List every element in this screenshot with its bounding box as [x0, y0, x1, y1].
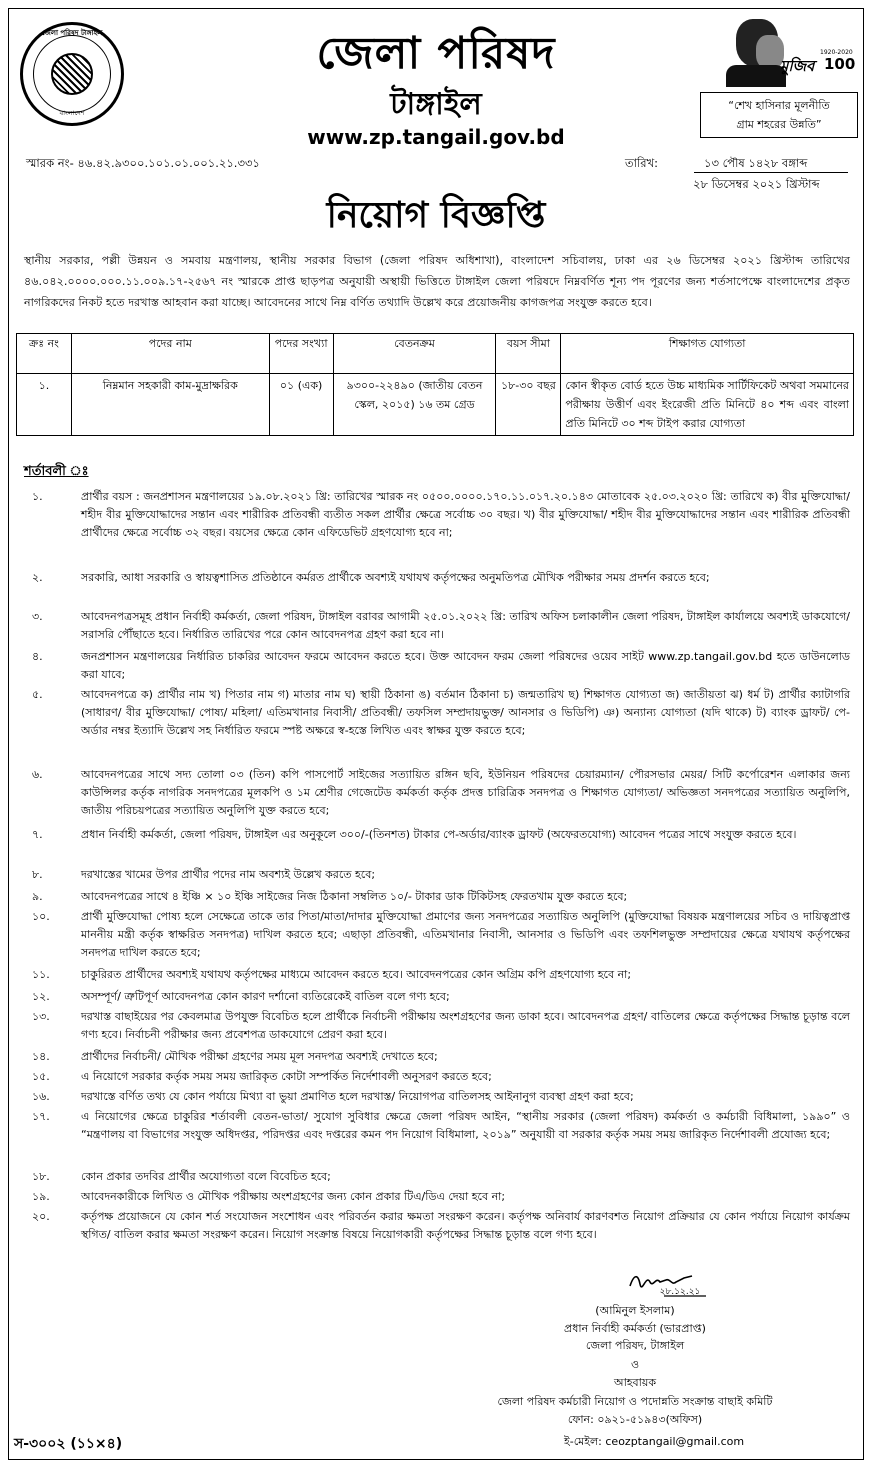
district-name: টাঙ্গাইল	[390, 87, 482, 122]
date-label: তারিখ:	[625, 156, 659, 170]
list-item: ১৪. প্রার্থীদের নির্বাচনী/ মৌখিক পরীক্ষা গ্রহণের সময় মূল সনদপত্র অবশ্যই দেখাতে হবে;	[32, 1050, 438, 1063]
mujib-years: 1920-2020	[820, 49, 853, 56]
date-divider	[694, 172, 848, 173]
slogan-line-1: “শেখ হাসিনার মূলনীতি	[728, 99, 830, 112]
list-item: ৭. প্রধান নির্বাহী কর্মকর্তা, জেলা পরিষদ, টাঙ্গাইল এর অনুকূলে ৩০০/-(তিনশত) টাকার পে-অর্ডার/ব্যাংক ড্রাফট (অফেরতযোগ্য) আবেদন পত্রের সাথে সংযুক্ত করতে হবে।	[32, 828, 797, 841]
website-link[interactable]: www.zp.tangail.gov.bd	[307, 125, 565, 149]
table-header-row	[17, 334, 854, 374]
list-item: ৬. আবেদনপত্রের সাথে সদ্য তোলা ০৩ (তিন) কপি পাসপোর্ট সাইজের সত্যায়িত রঙ্গিন ছবি, ইউনিয়ন পরিষদের চেয়ারম্যান/ পৌরসভার মেয়র/ সিটি কর্পোরেশন এলাকার জন্য কাউন্সিলর কর্তৃক নাগরিক সনদপত্রের মূলকপি ও ১ম শ্রেণীর গেজেটেড কর্মকর্তা কর্তৃক প্রদত্ত চারিত্রিক সনদপত্র ও শিক্ষাগত যোগ্যতা/ অভিজ্ঞতা সনদপত্রের সত্যায়িত অনুলিপি, জাতীয় পরিচয়পত্রের সত্যায়িত অনুলিপি যুক্ত করতে হবে;	[32, 768, 850, 818]
list-item: ১. প্রার্থীর বয়স : জনপ্রশাসন মন্ত্রণালয়ের ১৯.০৮.২০২১ খ্রি: তারিখের স্মারক নং ০৫০০.০০০০.১৭০.১১.০১৭.২০.১৪৩ মোতাবেক ২৫.০৩.২০২০ খ্রি: তারিখে ক) বীর মুক্তিযোদ্ধা/ শহীদ বীর মুক্তিযোদ্ধাদের সন্তান এবং শারীরিক প্রতিবন্ধী ব্যতীত সকল প্রার্থীর ক্ষেত্রে সর্বোচ্চ ৩০ বছর। খ) বীর মুক্তিযোদ্ধা/ শহীদ বীর মুক্তিযোদ্ধাদের সন্তান এবং শারীরিক প্রতিবন্ধী প্রার্থীদের ক্ষেত্রে সর্বোচ্চ ৩২ বছর। বয়সের ক্ষেত্রে কোন এফিডেভিট গ্রহণযোগ্য হবে না;	[32, 490, 850, 540]
memo-ref-number: ৪৬.৪২.৯৩০০.১০১.০১.০০১.২১.৩৩১	[77, 156, 260, 170]
list-item: ১২. অসম্পূর্ণ/ ত্রুটিপূর্ণ আবেদনপত্র কোন কারণ দর্শানো ব্যতিরেকেই বাতিল বলে গণ্য হবে;	[32, 990, 450, 1003]
signer-office: জেলা পরিষদ, টাঙ্গাইল	[585, 1339, 685, 1352]
col-qualification: শিক্ষাগত যোগ্যতা	[561, 334, 854, 374]
signer-and: ও	[630, 1358, 640, 1371]
col-serial: ক্রঃ নং	[17, 334, 72, 374]
list-item: ৪. জনপ্রশাসন মন্ত্রণালয়ের নির্ধারিত চাকরির আবেদন ফরমে আবেদন করতে হবে। উক্ত আবেদন ফরম জেলা পরিষদের ওয়েব সাইট www.zp.tangail.gov.bd হতে ডাউনলোড করা যাবে;	[32, 650, 850, 682]
col-post: পদের নাম	[71, 334, 269, 374]
list-item: ১৬. দরখাস্তে বর্ণিত তথ্য যে কোন পর্যায়ে মিথ্যা বা ভুয়া প্রমাণিত হলে দরখাস্ত/ নিয়োগপত্র বাতিলসহ আইনানুগ ব্যবস্থা গ্রহণ করা হবে;	[32, 1090, 634, 1103]
cell-qualification: কোন স্বীকৃত বোর্ড হতে উচ্চ মাধ্যমিক সার্টিফিকেট অথবা সমমানের পরীক্ষায় উত্তীর্ণ এবং ইংরেজী প্রতি মিনিটে ৪০ শব্দ এবং বাংলা প্রতি মিনিটে ৩০ শব্দ টাইপ করার যোগ্যতা	[561, 374, 854, 436]
list-item: ৫. আবেদনপত্রে ক) প্রার্থীর নাম খ) পিতার নাম গ) মাতার নাম ঘ) স্থায়ী ঠিকানা ঙ) বর্তমান ঠিকানা চ) জন্মতারিখ ছ) শিক্ষাগত যোগ্যতা জ) জাতীয়তা ঝ) ধর্ম ট) প্রার্থীর ক্যাটাগরি (সাধারণ/ বীর মুক্তিযোদ্ধা/ পোষ্য/ মহিলা/ এতিমখানার নিবাসী/ প্রতিবন্ধী/ তফসিল সম্প্রদায়ভুক্ত/ আনসার ও ভিডিপি) ঞ) অন্যান্য যোগ্যতা (যদি থাকে) ট) ব্যাংক ড্রাফট/ পে-অর্ডার নম্বর ইত্যাদি উল্লেখ সহ নির্ধারিত ফরমে স্পষ্ট অক্ষরে স্ব-হস্তে লিখিত এবং স্বাক্ষর যুক্ত করতে হবে;	[32, 688, 850, 738]
mujib-text: মুজিব	[780, 57, 815, 75]
cell-count: ০১ (এক)	[269, 374, 333, 436]
table-row	[17, 374, 854, 436]
cell-scale: ৯৩০০-২২৪৯০ (জাতীয় বেতন স্কেল, ২০১৫) ১৬ তম গ্রেড	[333, 374, 496, 436]
list-item: ১১. চাকুরিরত প্রার্থীদের অবশ্যই যথাযথ কর্তৃপক্ষের মাধ্যমে আবেদন করতে হবে। আবেদনপত্রের কোন অগ্রিম কপি গ্রহণযোগ্য হবে না;	[32, 968, 632, 981]
list-item: ৯. আবেদনপত্রের সাথে ৪ ইঞ্চি × ১০ ইঞ্চি সাইজের নিজ ঠিকানা সম্বলিত ১০/- টাকার ডাক টিকিটসহ ফেরতখাম যুক্ত করতে হবে;	[32, 890, 628, 903]
col-count: পদের সংখ্যা	[269, 334, 333, 374]
list-item: ১০. প্রার্থী মুক্তিযোদ্ধা পোষ্য হলে সেক্ষেত্রে তাকে তার পিতা/মাতা/দাদার মুক্তিযোদ্ধা প্রমাণের জন্য সনদপত্রের সত্যায়িত অনুলিপি (মুক্তিযোদ্ধা বিষয়ক মন্ত্রণালয়ের সচিব ও দায়িত্বপ্রাপ্ত মাননীয় মন্ত্রী কর্তৃক স্বাক্ষরিত সনদপত্র) দাখিল করতে হবে; এছাড়া প্রতিবন্ধী, এতিমখানার নিবাসী, আনসার ও ভিডিপি এবং তফশিলভুক্ত সম্প্রদায়ের ক্ষেত্রে যথাযথ কর্তৃপক্ষের সনদপত্র দাখিল করতে হবে;	[32, 910, 850, 960]
list-item: ২. সরকারি, আধা সরকারি ও স্বায়ত্বশাসিত প্রতিষ্ঠানে কর্মরত প্রার্থীকে অবশ্যই যথাযথ কর্তৃপক্ষের অনুমতিপত্র মৌখিক পরীক্ষার সময় প্রদর্শন করতে হবে;	[32, 571, 710, 584]
signer-email[interactable]: ই-মেইল: ceozptangail@gmail.com	[564, 1435, 745, 1448]
signer-committee: জেলা পরিষদ কর্মচারী নিয়োগ ও পদোন্নতি সংক্রান্ত বাছাই কমিটি	[497, 1395, 773, 1408]
seal-bottom-text: বাংলাদেশ	[59, 109, 85, 117]
signer-convener: আহবায়ক	[613, 1376, 657, 1389]
list-item: ৩. আবেদনপত্রসমূহ প্রধান নির্বাহী কর্মকর্তা, জেলা পরিষদ, টাঙ্গাইল বরাবর আগামী ২৫.০১.২০২২ খ্রি: তারিখ অফিস চলাকালীন জেলা পরিষদ, টাঙ্গাইল কার্যালয়ে অবশ্যই ডাকযোগে/ সরাসরি পৌঁছাতে হবে। নির্ধারিত তারিখের পরে কোন আবেদনপত্র গ্রহণ করা হবে না।	[32, 610, 850, 642]
list-item: ৮. দরখাস্তের খামের উপর প্রার্থীর পদের নাম অবশ্যই উল্লেখ করতে হবে;	[32, 868, 376, 881]
col-scale: বেতনক্রম	[333, 334, 496, 374]
list-item: ১৮. কোন প্রকার তদবির প্রার্থীর অযোগ্যতা বলে বিবেচিত হবে;	[32, 1170, 331, 1183]
date-bangla: ১৩ পৌষ ১৪২৮ বঙ্গাব্দ	[704, 156, 808, 170]
date-english: ২৮ ডিসেম্বর ২০২১ খ্রিস্টাব্দ	[693, 177, 820, 191]
signer-phone: ফোন: ০৯২১-৫১৯৪৩(অফিস)	[567, 1413, 703, 1426]
mujib-100-logo-icon	[716, 15, 854, 89]
footer-code: স-৩০০২ (১১×৪)	[14, 1436, 123, 1452]
seal-arc-text: জেলা পরিষদ টাঙ্গাইল	[41, 29, 103, 37]
intro-paragraph: স্থানীয় সরকার, পল্লী উন্নয়ন ও সমবায় মন্ত্রণালয়, স্থানীয় সরকার বিভাগ (জেলা পরিষদ অধিশাখা), বাংলাদেশ সচিবালয়, ঢাকা এর ২৬ ডিসেম্বর ২০২১ খ্রিস্টাব্দ তারিখের ৪৬.০৪২.০০০০.০০০.১১.০০৯.১৭-২৫৬৭ নং স্মারকে প্রাপ্ত ছাড়পত্র অনুযায়ী অস্থায়ী ভিত্তিতে টাঙ্গাইল জেলা পরিষদে নিম্নবর্ণিত শূন্য পদ পূরণের জন্য শর্তসাপেক্ষে বাংলাদেশের প্রকৃত নাগরিকদের নিকট হতে দরখাস্ত আহবান করা যাচ্ছে। আবেদনের সাথে নিম্ন বর্ণিত তথ্যাদি উল্লেখ করে প্রয়োজনীয় কাগজপত্র সংযুক্ত করতে হবে।	[24, 254, 850, 309]
org-name: জেলা পরিষদ	[316, 28, 556, 79]
signer-designation: প্রধান নির্বাহী কর্মকর্তা (ভারপ্রাপ্ত)	[564, 1322, 706, 1335]
memo-ref-label: স্মারক নং-	[26, 156, 74, 170]
memo-reference	[26, 155, 260, 174]
vacancy-table	[16, 333, 854, 436]
signer-name: (আমিনুল ইসলাম)	[595, 1304, 675, 1317]
list-item: ১৯. আবেদনকারীকে লিখিত ও মৌখিক পরীক্ষায় অংশগ্রহণের জন্য কোন প্রকার টিএ/ডিএ দেয়া হবে না;	[32, 1190, 506, 1203]
page-title: নিয়োগ বিজ্ঞপ্তি	[326, 195, 546, 236]
list-item: ২০. কর্তৃপক্ষ প্রয়োজনে যে কোন শর্ত সংযোজন সংশোধন এবং পরিবর্তন করার ক্ষমতা সংরক্ষণ করেন। কর্তৃপক্ষ অনিবার্য কারণবশত নিয়োগ প্রক্রিয়ার যে কোন পর্যায়ে নিয়োগ কার্যক্রম স্থগিত/ বাতিল করার ক্ষমতা সংরক্ষণ করেন। নিয়োগ সংক্রান্ত বিষয়ে নিয়োগকারী কর্তৃপক্ষের সিদ্ধান্ত চূড়ান্ত বলে গণ্য হবে।	[32, 1210, 850, 1242]
conditions-heading: শর্তাবলী ঃ	[24, 464, 89, 479]
cell-post: নিম্নমান সহকারী কাম-মুদ্রাক্ষরিক	[71, 374, 269, 436]
slogan-box	[700, 92, 858, 138]
signature-date: ২৮.১২.২১	[659, 1287, 701, 1297]
list-item: ১৫. এ নিয়োগে সরকার কর্তৃক সময় সময় জারিকৃত কোটা সম্পর্কিত নির্দেশাবলী অনুসরণ করতে হবে;	[32, 1070, 492, 1083]
col-age: বয়স সীমা	[496, 334, 561, 374]
mujib-number: 100	[824, 55, 856, 73]
slogan-line-2: গ্রাম শহরের উন্নতি”	[736, 118, 822, 131]
cell-age: ১৮-৩০ বছর	[496, 374, 561, 436]
list-item: ১৭. এ নিয়োগের ক্ষেত্রে চাকুরির শর্তাবলী বেতন-ভাতা/ সুযোগ সুবিধার ক্ষেত্রে জেলা পরিষদ আইন, “স্থানীয় সরকার (জেলা পরিষদ) কর্মকর্তা ও কর্মচারী বিধিমালা, ১৯৯০” ও “মন্ত্রণালয় বা বিভাগের সংযুক্ত অধিদপ্তর, পরিদপ্তর এবং দপ্তরের কমন পদ নিয়োগ বিধিমালা, ২০১৯” অনুযায়ী বা সরকার কর্তৃক সময় সময় জারিকৃত নির্দেশাবলী প্রযোজ্য হবে;	[32, 1110, 850, 1142]
cell-serial: ১.	[17, 374, 72, 436]
list-item: ১৩. দরখাস্ত বাছাইয়ের পর কেবলমাত্র উপযুক্ত বিবেচিত হলে প্রার্থীকে নির্বাচনী পরীক্ষায় অংশগ্রহণের জন্য ডাকা হবে। আবেদনপত্র গ্রহণ/ বাতিলের ক্ষেত্রে কর্তৃপক্ষের সিদ্ধান্ত চূড়ান্ত বলে গণ্য হবে। নির্বাচনী পরীক্ষার জন্য প্রবেশপত্র ডাকযোগে প্রেরণ করা হবে।	[32, 1010, 850, 1042]
